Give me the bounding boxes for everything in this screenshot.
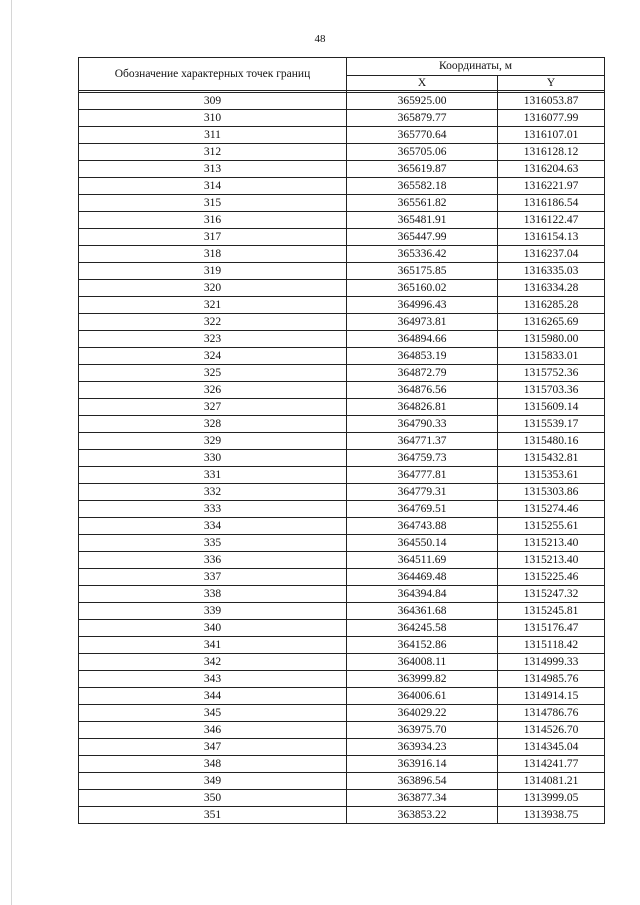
table-row xyxy=(79,348,605,365)
point-cell: 345 xyxy=(79,705,347,722)
point-cell: 329 xyxy=(79,433,347,450)
point-cell: 347 xyxy=(79,739,347,756)
point-cell: 332 xyxy=(79,484,347,501)
y-coordinate-cell: 1316077.99 xyxy=(498,110,605,127)
y-coordinate-cell: 1315213.40 xyxy=(498,552,605,569)
y-coordinate-cell: 1315353.61 xyxy=(498,467,605,484)
y-coordinate-cell: 1314081.21 xyxy=(498,773,605,790)
x-coordinate-cell: 365705.06 xyxy=(347,144,498,161)
point-cell: 319 xyxy=(79,263,347,280)
x-coordinate-cell: 364777.81 xyxy=(347,467,498,484)
point-cell: 320 xyxy=(79,280,347,297)
point-cell: 309 xyxy=(79,93,347,110)
table-row xyxy=(79,382,605,399)
point-cell: 346 xyxy=(79,722,347,739)
scan-edge-line xyxy=(11,0,12,905)
point-cell: 327 xyxy=(79,399,347,416)
point-cell: 340 xyxy=(79,620,347,637)
y-coordinate-cell: 1316128.12 xyxy=(498,144,605,161)
table-row xyxy=(79,586,605,603)
table-row xyxy=(79,127,605,144)
x-coordinate-cell: 365619.87 xyxy=(347,161,498,178)
y-coordinate-cell: 1316107.01 xyxy=(498,127,605,144)
point-cell: 313 xyxy=(79,161,347,178)
page-number: 48 xyxy=(314,33,326,45)
point-cell: 312 xyxy=(79,144,347,161)
header-points: Обозначение характерных точек границ xyxy=(79,58,347,91)
y-coordinate-cell: 1316204.63 xyxy=(498,161,605,178)
x-coordinate-cell: 363896.54 xyxy=(347,773,498,790)
y-coordinate-cell: 1316335.03 xyxy=(498,263,605,280)
y-coordinate-cell: 1314241.77 xyxy=(498,756,605,773)
x-coordinate-cell: 364029.22 xyxy=(347,705,498,722)
point-cell: 339 xyxy=(79,603,347,620)
x-coordinate-cell: 364872.79 xyxy=(347,365,498,382)
y-coordinate-cell: 1315176.47 xyxy=(498,620,605,637)
table-body xyxy=(79,93,605,824)
y-coordinate-cell: 1315480.16 xyxy=(498,433,605,450)
point-cell: 323 xyxy=(79,331,347,348)
x-coordinate-cell: 364769.51 xyxy=(347,501,498,518)
y-coordinate-cell: 1314985.76 xyxy=(498,671,605,688)
table-row xyxy=(79,399,605,416)
y-coordinate-cell: 1315303.86 xyxy=(498,484,605,501)
table-row xyxy=(79,314,605,331)
point-cell: 349 xyxy=(79,773,347,790)
table-row xyxy=(79,688,605,705)
x-coordinate-cell: 364894.66 xyxy=(347,331,498,348)
y-coordinate-cell: 1315245.81 xyxy=(498,603,605,620)
x-coordinate-cell: 365879.77 xyxy=(347,110,498,127)
point-cell: 326 xyxy=(79,382,347,399)
x-coordinate-cell: 364008.11 xyxy=(347,654,498,671)
y-coordinate-cell: 1316154.13 xyxy=(498,229,605,246)
table-row xyxy=(79,484,605,501)
x-coordinate-cell: 365481.91 xyxy=(347,212,498,229)
point-cell: 314 xyxy=(79,178,347,195)
point-cell: 334 xyxy=(79,518,347,535)
table-row xyxy=(79,161,605,178)
table-row xyxy=(79,739,605,756)
table-row xyxy=(79,637,605,654)
point-cell: 325 xyxy=(79,365,347,382)
y-coordinate-cell: 1316237.04 xyxy=(498,246,605,263)
x-coordinate-cell: 364759.73 xyxy=(347,450,498,467)
x-coordinate-cell: 364826.81 xyxy=(347,399,498,416)
table-row xyxy=(79,654,605,671)
x-coordinate-cell: 365175.85 xyxy=(347,263,498,280)
table-row xyxy=(79,501,605,518)
x-coordinate-cell: 365447.99 xyxy=(347,229,498,246)
x-coordinate-cell: 365925.00 xyxy=(347,93,498,110)
table-row xyxy=(79,705,605,722)
x-coordinate-cell: 364361.68 xyxy=(347,603,498,620)
point-cell: 342 xyxy=(79,654,347,671)
table-row xyxy=(79,756,605,773)
table-row xyxy=(79,280,605,297)
y-coordinate-cell: 1314914.15 xyxy=(498,688,605,705)
x-coordinate-cell: 364152.86 xyxy=(347,637,498,654)
table-row xyxy=(79,229,605,246)
header-y: Y xyxy=(498,76,605,91)
point-cell: 330 xyxy=(79,450,347,467)
table-row xyxy=(79,467,605,484)
point-cell: 317 xyxy=(79,229,347,246)
coordinates-table xyxy=(78,57,605,824)
x-coordinate-cell: 364771.37 xyxy=(347,433,498,450)
point-cell: 315 xyxy=(79,195,347,212)
table-row xyxy=(79,331,605,348)
point-cell: 341 xyxy=(79,637,347,654)
y-coordinate-cell: 1315980.00 xyxy=(498,331,605,348)
point-cell: 333 xyxy=(79,501,347,518)
point-cell: 331 xyxy=(79,467,347,484)
y-coordinate-cell: 1315225.46 xyxy=(498,569,605,586)
point-cell: 338 xyxy=(79,586,347,603)
x-coordinate-cell: 364973.81 xyxy=(347,314,498,331)
y-coordinate-cell: 1315609.14 xyxy=(498,399,605,416)
table-row xyxy=(79,773,605,790)
x-coordinate-cell: 365336.42 xyxy=(347,246,498,263)
x-coordinate-cell: 363975.70 xyxy=(347,722,498,739)
y-coordinate-cell: 1314345.04 xyxy=(498,739,605,756)
y-coordinate-cell: 1313938.75 xyxy=(498,807,605,824)
y-coordinate-cell: 1315247.32 xyxy=(498,586,605,603)
header-x: X xyxy=(347,76,498,91)
table-row xyxy=(79,807,605,824)
x-coordinate-cell: 364996.43 xyxy=(347,297,498,314)
x-coordinate-cell: 364779.31 xyxy=(347,484,498,501)
point-cell: 322 xyxy=(79,314,347,331)
header-coordinates: Координаты, м xyxy=(347,58,605,76)
table-row xyxy=(79,535,605,552)
point-cell: 336 xyxy=(79,552,347,569)
y-coordinate-cell: 1315432.81 xyxy=(498,450,605,467)
y-coordinate-cell: 1315255.61 xyxy=(498,518,605,535)
x-coordinate-cell: 363916.14 xyxy=(347,756,498,773)
table-row xyxy=(79,569,605,586)
y-coordinate-cell: 1315752.36 xyxy=(498,365,605,382)
x-coordinate-cell: 365582.18 xyxy=(347,178,498,195)
y-coordinate-cell: 1314999.33 xyxy=(498,654,605,671)
x-coordinate-cell: 364743.88 xyxy=(347,518,498,535)
table-row xyxy=(79,195,605,212)
y-coordinate-cell: 1316053.87 xyxy=(498,93,605,110)
table-row xyxy=(79,620,605,637)
y-coordinate-cell: 1314526.70 xyxy=(498,722,605,739)
x-coordinate-cell: 364511.69 xyxy=(347,552,498,569)
point-cell: 324 xyxy=(79,348,347,365)
point-cell: 328 xyxy=(79,416,347,433)
x-coordinate-cell: 364394.84 xyxy=(347,586,498,603)
x-coordinate-cell: 365561.82 xyxy=(347,195,498,212)
table-row xyxy=(79,297,605,314)
point-cell: 348 xyxy=(79,756,347,773)
point-cell: 335 xyxy=(79,535,347,552)
table-row xyxy=(79,450,605,467)
x-coordinate-cell: 364245.58 xyxy=(347,620,498,637)
y-coordinate-cell: 1314786.76 xyxy=(498,705,605,722)
point-cell: 311 xyxy=(79,127,347,144)
y-coordinate-cell: 1316265.69 xyxy=(498,314,605,331)
table-row xyxy=(79,518,605,535)
point-cell: 316 xyxy=(79,212,347,229)
table-row xyxy=(79,110,605,127)
x-coordinate-cell: 364006.61 xyxy=(347,688,498,705)
y-coordinate-cell: 1315118.42 xyxy=(498,637,605,654)
x-coordinate-cell: 365770.64 xyxy=(347,127,498,144)
x-coordinate-cell: 363877.34 xyxy=(347,790,498,807)
table-row xyxy=(79,603,605,620)
table-row xyxy=(79,178,605,195)
table-row xyxy=(79,433,605,450)
table-row xyxy=(79,144,605,161)
y-coordinate-cell: 1315274.46 xyxy=(498,501,605,518)
x-coordinate-cell: 364550.14 xyxy=(347,535,498,552)
point-cell: 321 xyxy=(79,297,347,314)
y-coordinate-cell: 1316122.47 xyxy=(498,212,605,229)
x-coordinate-cell: 363999.82 xyxy=(347,671,498,688)
y-coordinate-cell: 1315539.17 xyxy=(498,416,605,433)
table-row xyxy=(79,416,605,433)
table-row xyxy=(79,93,605,110)
x-coordinate-cell: 365160.02 xyxy=(347,280,498,297)
y-coordinate-cell: 1315213.40 xyxy=(498,535,605,552)
y-coordinate-cell: 1315703.36 xyxy=(498,382,605,399)
y-coordinate-cell: 1316221.97 xyxy=(498,178,605,195)
table-row xyxy=(79,552,605,569)
point-cell: 350 xyxy=(79,790,347,807)
x-coordinate-cell: 363853.22 xyxy=(347,807,498,824)
x-coordinate-cell: 364876.56 xyxy=(347,382,498,399)
y-coordinate-cell: 1316334.28 xyxy=(498,280,605,297)
table-row xyxy=(79,671,605,688)
table-row xyxy=(79,263,605,280)
point-cell: 310 xyxy=(79,110,347,127)
table-row xyxy=(79,246,605,263)
y-coordinate-cell: 1313999.05 xyxy=(498,790,605,807)
point-cell: 351 xyxy=(79,807,347,824)
table-row xyxy=(79,722,605,739)
x-coordinate-cell: 364790.33 xyxy=(347,416,498,433)
x-coordinate-cell: 363934.23 xyxy=(347,739,498,756)
point-cell: 344 xyxy=(79,688,347,705)
point-cell: 343 xyxy=(79,671,347,688)
y-coordinate-cell: 1316186.54 xyxy=(498,195,605,212)
y-coordinate-cell: 1316285.28 xyxy=(498,297,605,314)
table-row xyxy=(79,790,605,807)
table-row xyxy=(79,365,605,382)
x-coordinate-cell: 364853.19 xyxy=(347,348,498,365)
x-coordinate-cell: 364469.48 xyxy=(347,569,498,586)
point-cell: 318 xyxy=(79,246,347,263)
table-row xyxy=(79,212,605,229)
y-coordinate-cell: 1315833.01 xyxy=(498,348,605,365)
point-cell: 337 xyxy=(79,569,347,586)
